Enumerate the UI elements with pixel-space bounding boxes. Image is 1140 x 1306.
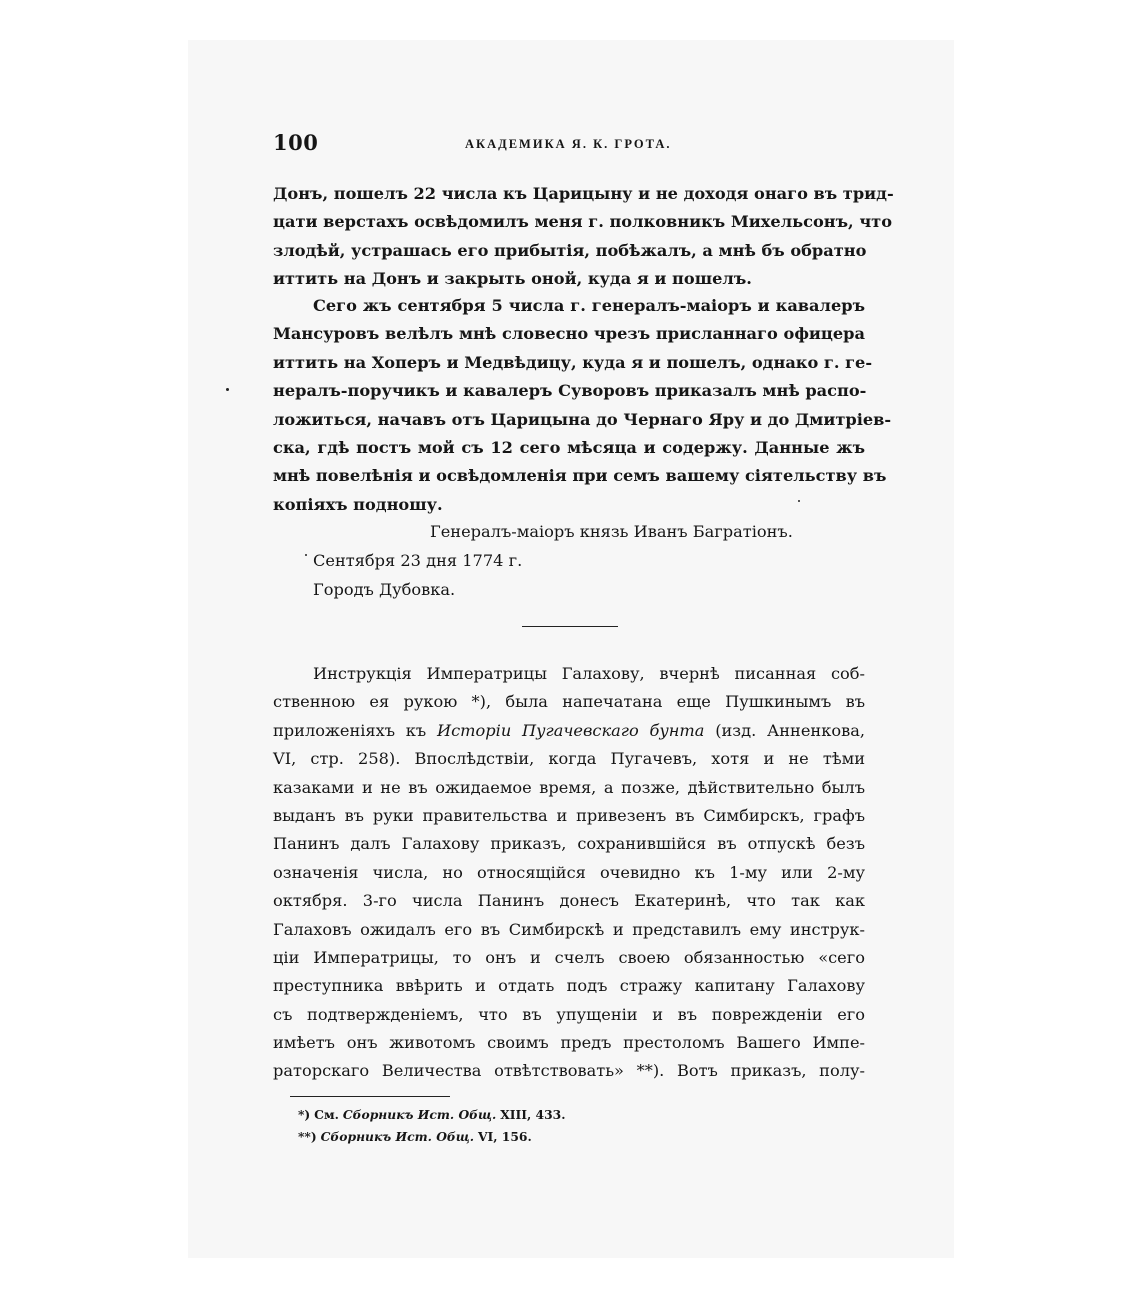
- text-line: имѣетъ онъ животомъ своимъ предъ престоломъ Вашего Импе-: [273, 1033, 865, 1053]
- footnote-prefix: См.: [314, 1107, 339, 1122]
- footnote-reference: VI, 156.: [477, 1129, 532, 1144]
- text-line: октября. 3-го числа Панинъ донесъ Екатеринѣ, что так как: [273, 891, 865, 911]
- letter-place: Городъ Дубовка.: [313, 580, 456, 599]
- text-line: копіяхъ подношу.: [273, 494, 443, 514]
- text-line: ціи Императрицы, то онъ и счелъ своею обязанностью «сего: [273, 947, 865, 967]
- scan-speck: [305, 554, 307, 556]
- text-line: Галаховъ ожидалъ его въ Симбирскѣ и представилъ ему инструк-: [273, 919, 865, 939]
- scan-speck: [798, 500, 800, 502]
- text-line: иттить на Хоперъ и Медвѣдицу, куда я и пошелъ, однако г. ге-: [273, 352, 873, 372]
- text-line: ложиться, начавъ отъ Царицына до Чернаго Яру и до Дмитріев-: [273, 409, 892, 429]
- report-paragraph-2: [273, 292, 892, 519]
- page-number: 100: [273, 130, 319, 155]
- text-line: Панинъ далъ Галахову приказъ, сохранившійся въ отпускѣ безъ: [273, 834, 865, 854]
- text-line: ска, гдѣ постъ мой съ 12 сего мѣсяца и содержу. Данные жъ: [273, 437, 865, 457]
- footnote-source: Сборникъ Ист. Общ.: [320, 1129, 475, 1144]
- scan-speck: [226, 388, 229, 391]
- text-line: раторскаго Величества отвѣтствовать» **). Вотъ приказъ, полу-: [273, 1061, 865, 1081]
- footnote-reference: XIII, 433.: [500, 1107, 566, 1122]
- page-header: [273, 130, 873, 170]
- text-line: означенія числа, но относящійся очевидно къ 1-му или 2-му: [273, 862, 865, 882]
- footnotes: [298, 1104, 566, 1148]
- text-line: Мансуровъ велѣлъ мнѣ словесно чрезъ присланнаго офицера: [273, 324, 865, 344]
- footnote-mark: **): [298, 1129, 317, 1144]
- text-line: Сего жъ сентября 5 числа г. генералъ-маіоръ и кавалеръ: [313, 296, 865, 315]
- text-line: нералъ-поручикъ и кавалеръ Суворовъ приказалъ мнѣ распо-: [273, 381, 867, 401]
- footnote: [298, 1104, 566, 1126]
- footnote-divider: [290, 1096, 450, 1097]
- text-line: цати верстахъ освѣдомилъ меня г. полковникъ Михельсонъ, что: [273, 212, 892, 232]
- text-line: съ подтвержденіемъ, что въ упущеніи и въ поврежденіи его: [273, 1004, 865, 1024]
- running-head: АКАДЕМИКА Я. К. ГРОТА.: [465, 137, 672, 151]
- text-line: выданъ въ руки правительства и привезенъ въ Симбирскъ, графъ: [273, 805, 865, 825]
- text-line: мнѣ повелѣнія и освѣдомленія при семъ вашему сіятельству въ: [273, 466, 887, 486]
- text-line: преступника ввѣрить и отдать подъ стражу капитану Галахову: [273, 976, 865, 996]
- signature: Генералъ-маіоръ князь Иванъ Багратіонъ.: [430, 522, 793, 541]
- footnote-mark: *): [298, 1107, 311, 1122]
- report-paragraph-1: [273, 180, 894, 294]
- book-title: Исторіи Пугачевскаго бунта: [437, 720, 705, 740]
- text-line: иттить на Донъ и закрыть оной, куда я и пошелъ.: [273, 269, 752, 289]
- text-line: злодѣй, устрашась его прибытія, побѣжалъ, а мнѣ бъ обратно: [273, 240, 867, 260]
- text-line: Инструкція Императрицы Галахову, вчернѣ писанная соб-: [313, 664, 865, 683]
- text-line: Донъ, пошелъ 22 числа къ Царицыну и не доходя онаго въ трид-: [273, 184, 894, 203]
- text-line: [273, 717, 865, 745]
- footnote-source: Сборникъ Ист. Общ.: [342, 1107, 497, 1122]
- section-divider: [522, 626, 618, 627]
- text-line: ственною ея рукою *), была напечатана еще Пушкинымъ въ: [273, 692, 865, 712]
- footnote: [298, 1126, 566, 1148]
- text-fragment: (изд. Анненкова,: [704, 720, 865, 740]
- text-line: казаками и не въ ожидаемое время, а позже, дѣйствительно былъ: [273, 777, 865, 797]
- commentary-paragraph: [273, 660, 865, 1086]
- text-line: VI, стр. 258). Впослѣдствіи, когда Пугачевъ, хотя и не тѣми: [273, 749, 865, 769]
- letter-date: Сентября 23 дня 1774 г.: [313, 551, 523, 570]
- text-fragment: приложеніяхъ къ: [273, 720, 437, 740]
